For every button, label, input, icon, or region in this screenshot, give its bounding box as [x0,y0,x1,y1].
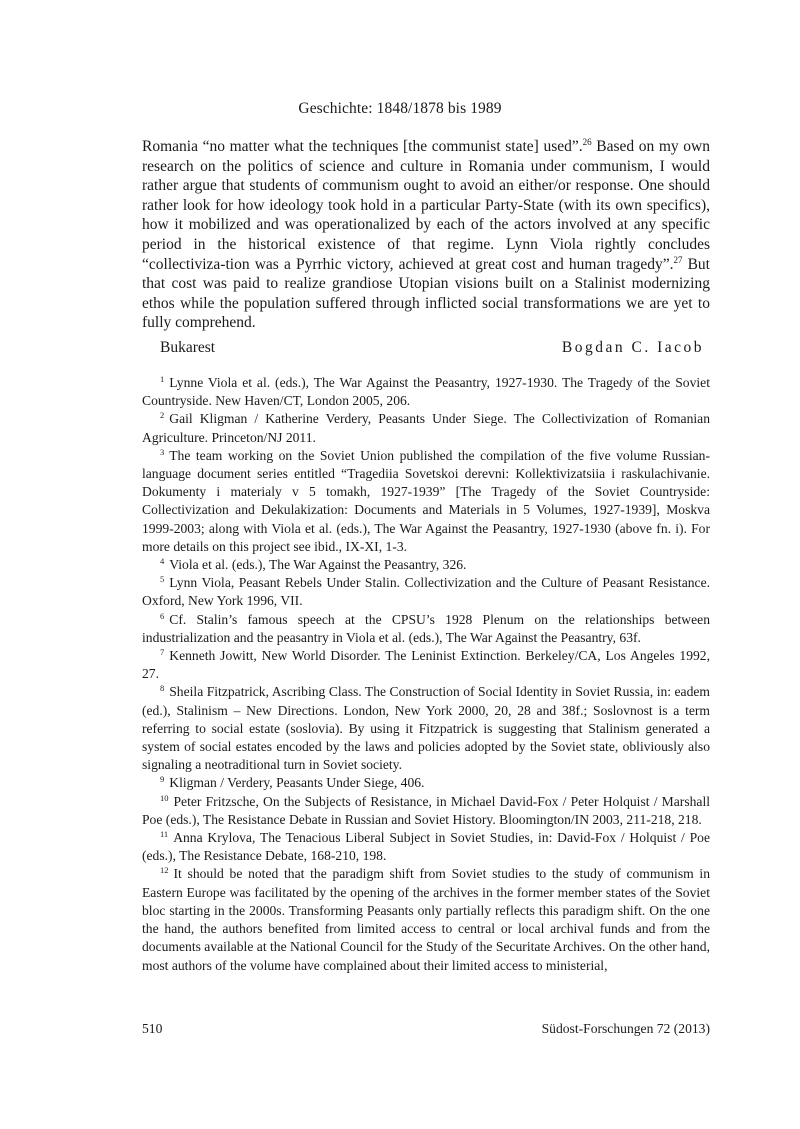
main-text-part-2: Based on my own research on the politics of science and culture in Romania under communism, I would rather argue that students of communism ought to avoid an either/or response. One should rather look for how ideology took hold in a particular Party-State (with its own specifics), how it mobilized and was operationalized by each of the actors involved at any specific period in the historical existence of that regime. Lynn Viola rightly concludes “collectiviza-tion was a Pyrrhic victory, achieved at great cost and human tragedy”. [142,138,710,273]
main-text [142,137,710,333]
page-footer [142,1021,710,1041]
page-number: 510 [142,1021,163,1036]
footnote-number: 12 [160,865,169,876]
author-name: Bogdan C. Iacob [561,339,704,356]
footnote [142,793,710,829]
footnote-number: 5 [160,574,165,585]
footnote [142,556,710,574]
footnote-number: 7 [160,647,165,658]
footnote-text: It should be noted that the paradigm shift from Soviet studies to the study of communism in Eastern Europe was facilitated by the opening of the archives in the former member states of the Soviet bloc starting in the 2000s. Transforming Peasants only partially reflects this paradigm shift. On the one the hand, the authors benefited from limited access to central or local archival funds and from the documents available at the National Council for the Study of the Securitate Archives. On the other hand, most authors of the volume have complained about their limited access to ministerial, [142,866,710,973]
footnote-text: Kenneth Jowitt, New World Disorder. The Leninist Extinction. Berkeley/CA, Los Angeles 1992, 27. [142,648,710,682]
journal-citation: Südost-Forschungen 72 (2013) [541,1021,710,1036]
main-text-part-1: Romania “no matter what the techniques [the communist state] used”. [142,138,583,155]
place-name: Bukarest [160,339,216,356]
footnote [142,829,710,865]
main-paragraph [142,137,710,333]
footnote-number: 6 [160,610,165,621]
footnote-text: Anna Krylova, The Tenacious Liberal Subject in Soviet Studies, in: David-Fox / Holquist / Poe (eds.), The Resistance Debate, 168-210, 198. [142,830,710,864]
footnote [142,774,710,792]
footnote [142,447,710,556]
main-text-part-3: But that cost was paid to realize grandiose Utopian visions built on a Stalinist modernizing ethos while the population suffered through inflicted social transformations we are yet to fully comprehend. [142,255,710,332]
footnote-ref-26[interactable]: 26 [582,137,592,147]
footnote-number: 8 [160,683,165,694]
footnote [142,374,710,410]
footnote-number: 1 [160,374,165,384]
footnotes [142,374,710,975]
footnote-text: Lynn Viola, Peasant Rebels Under Stalin. Collectivization and the Culture of Peasant Resistance. Oxford, New York 1996, VII. [142,575,710,609]
signature-line [160,339,710,359]
footnote [142,647,710,683]
footnote-text: Cf. Stalin’s famous speech at the CPSU’s 1928 Plenum on the relationships between industrialization and the peasantry in Viola et al. (eds.), The War Against the Peasantry, 63f. [142,611,710,645]
footnote-number: 11 [160,829,169,840]
footnote-number: 9 [160,774,165,785]
footnote-text: Lynne Viola et al. (eds.), The War Against the Peasantry, 1927-1930. The Tragedy of the Soviet Countryside. New Haven/CT, London 2005, 206. [142,375,710,409]
footnote-text: Gail Kligman / Katherine Verdery, Peasants Under Siege. The Collectivization of Romanian Agriculture. Princeton/NJ 2011. [142,411,710,445]
footnote [142,574,710,610]
footnote-text: Peter Fritzsche, On the Subjects of Resistance, in Michael David-Fox / Peter Holquist / Marshall Poe (eds.), The Resistance Debate in Russian and Soviet History. Bloomington/IN 2003, 211-218, 218. [142,793,710,827]
footnote-number: 3 [160,446,165,457]
footnote [142,410,710,446]
footnote-text: Sheila Fitzpatrick, Ascribing Class. The Construction of Social Identity in Soviet Russia, in: eadem (ed.), Stalinism – New Directions. London, New York 2000, 20, 28 and 38f.; Soslovnost is a term referring to social estate (soslovia). By using it Fitzpatrick is suggesting that Stalinism generated a system of social estates encoded by the laws and policies adopted by the Soviet state, obliviously also signaling a neotraditional turn in Soviet society. [142,684,710,773]
footnote [142,865,710,974]
footnote-text: Viola et al. (eds.), The War Against the Peasantry, 326. [169,557,467,573]
footnote-text: Kligman / Verdery, Peasants Under Siege, 406. [169,775,425,791]
footnote-number: 4 [160,556,165,567]
footnote-number: 2 [160,410,165,421]
running-head: Geschichte: 1848/1878 bis 1989 [298,100,502,117]
footnote-text: The team working on the Soviet Union published the compilation of the five volume Russian-language document series entitled “Tragediia Sovetskoi derevni: Kollektivizatsiia i raskulachivanie. Dokumenty i materialy v 5 tomakh, 1927-1939” [The Tragedy of the Soviet Countryside: Collectivization and Dekulakization: Documents and Materials in 5 Volumes, 1927-1939], Moskva 1999-2003; along with Viola et al. (eds.), The War Against the Peasantry, 1927-1930 (above fn. i). For more details on this project see ibid., IX-XI, 1-3. [142,447,710,554]
footnote-number: 10 [160,792,169,803]
footnote-ref-27[interactable]: 27 [673,254,683,265]
footnote [142,683,710,774]
footnote [142,611,710,647]
